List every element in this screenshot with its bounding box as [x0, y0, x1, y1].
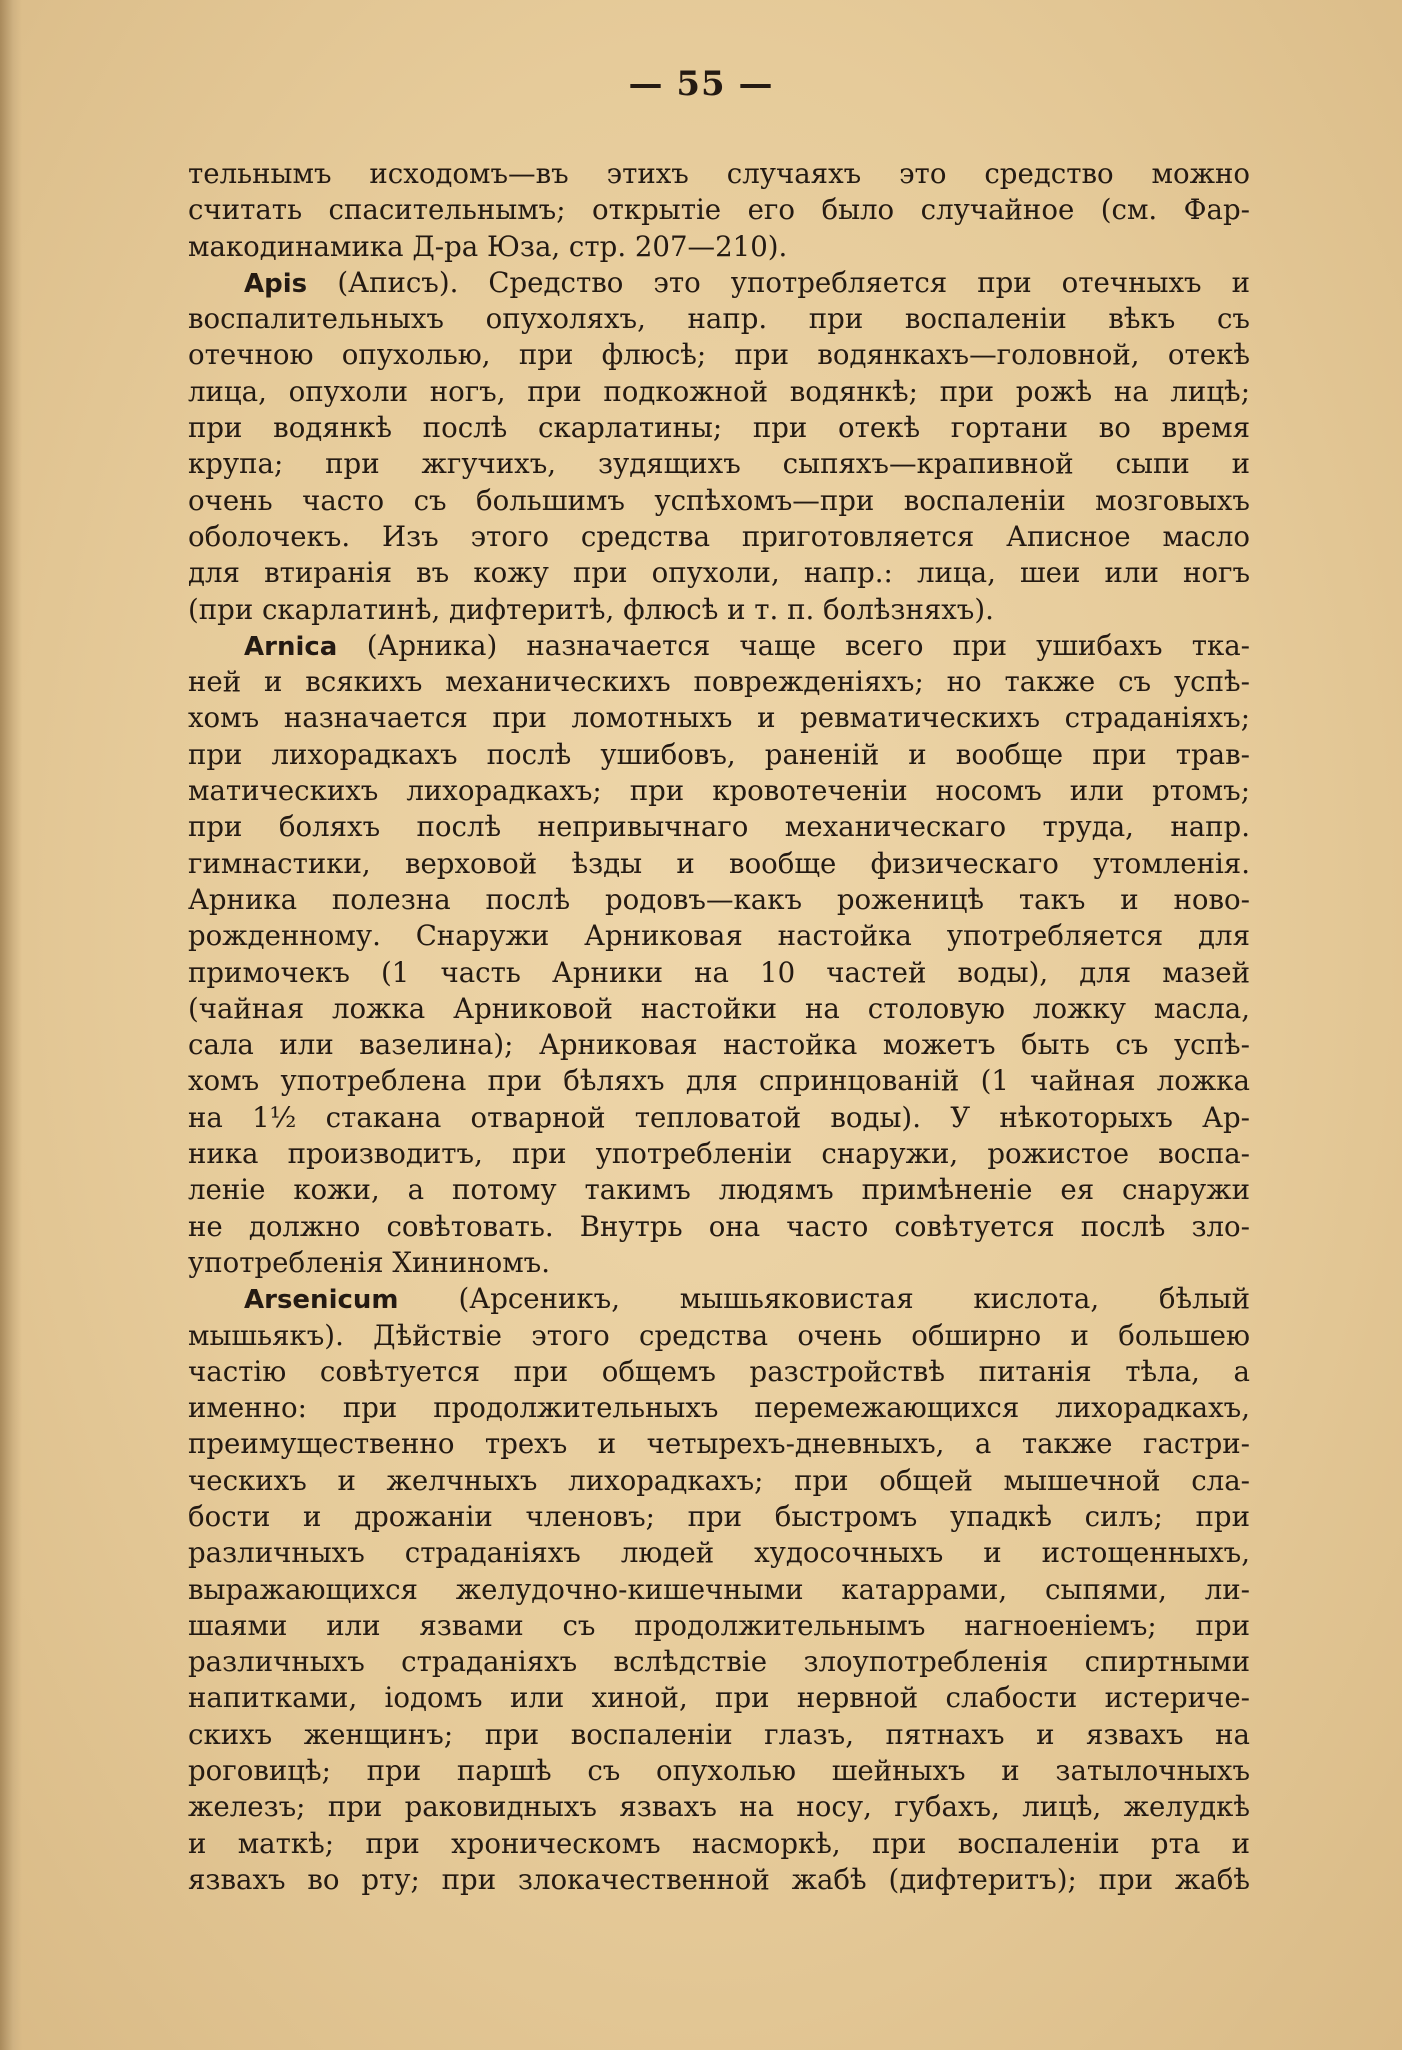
line-text: язвахъ во рту; при злокачественной жабѣ (дифтеритъ); при жабѣ [188, 1862, 1250, 1896]
text-line [188, 446, 1250, 482]
line-text: хомъ употреблена при бѣляхъ для спринцованій (1 чайная ложка [188, 1064, 1250, 1098]
text-line [188, 1354, 1250, 1390]
text-line [188, 1499, 1250, 1535]
entry-heading: Apis [244, 268, 338, 299]
text-line [188, 1172, 1250, 1208]
text-line [188, 519, 1250, 555]
line-text: на 1½ стакана отварной тепловатой воды). У нѣкоторыхъ Ар- [188, 1100, 1250, 1134]
line-text: скихъ женщинъ; при воспаленіи глазъ, пятнахъ и язвахъ на [188, 1717, 1250, 1751]
text-line [188, 1318, 1250, 1354]
line-text: (Арсеникъ, мышьяковистая кислота, бѣлый [458, 1282, 1250, 1316]
text-line [188, 192, 1250, 228]
text-line [188, 700, 1250, 736]
text-line [188, 1826, 1250, 1862]
text-line [188, 628, 1250, 664]
line-text: при лихорадкахъ послѣ ушибовъ, раненій и вообще при трав- [188, 737, 1250, 771]
text-line [188, 374, 1250, 410]
text-line [188, 846, 1250, 882]
line-text: ческихъ и желчныхъ лихорадкахъ; при общей мышечной сла- [188, 1463, 1250, 1497]
line-text: (при скарлатинѣ, дифтеритѣ, флюсѣ и т. п. болѣзняхъ). [188, 592, 994, 626]
line-text: леніе кожи, а потому такимъ людямъ примѣненіе ея снаружи [188, 1173, 1250, 1207]
text-line [188, 737, 1250, 773]
text-line [188, 955, 1250, 991]
line-text: напитками, іодомъ или хиной, при нервной слабости истериче- [188, 1681, 1250, 1715]
text-line [188, 265, 1250, 301]
line-text: тельнымъ исходомъ—въ этихъ случаяхъ это средство можно [188, 157, 1250, 190]
text-line [188, 773, 1250, 809]
line-text: не должно совѣтовать. Внутрь она часто совѣтуется послѣ зло- [188, 1209, 1250, 1243]
line-text: различныхъ страданіяхъ людей худосочныхъ и истощенныхъ, [188, 1536, 1250, 1570]
entry-heading: Arnica [244, 631, 367, 662]
line-text: Арника полезна послѣ родовъ—какъ роженицѣ такъ и ново- [188, 882, 1250, 916]
line-text: матическихъ лихорадкахъ; при кровотеченіи носомъ или ртомъ; [188, 774, 1250, 808]
line-text: именно: при продолжительныхъ перемежающихся лихорадкахъ, [188, 1391, 1250, 1425]
line-text: преимущественно трехъ и четырехъ-дневныхъ, а также гастри- [188, 1427, 1250, 1461]
text-line [188, 1426, 1250, 1462]
text-line [188, 1245, 1250, 1281]
text-line [188, 1535, 1250, 1571]
text-line [188, 1063, 1250, 1099]
text-line [188, 1209, 1250, 1245]
line-text: макодинамика Д-ра Юза, стр. 207—210). [188, 229, 788, 263]
text-line [188, 1572, 1250, 1608]
line-text: (Арника) назначается чаще всего при ушибахъ тка- [366, 628, 1250, 662]
line-text: считать спасительнымъ; открытіе его было случайное (см. Фар- [188, 193, 1250, 227]
line-text: очень часто съ большимъ успѣхомъ—при воспаленіи мозговыхъ [188, 483, 1250, 517]
text-line [188, 664, 1250, 700]
text-line [188, 410, 1250, 446]
page-number: — 55 — [628, 64, 774, 104]
text-line [188, 1136, 1250, 1172]
line-text: различныхъ страданіяхъ вслѣдствіе злоупотребленія спиртными [188, 1645, 1250, 1679]
line-text: для втиранія въ кожу при опухоли, напр.: лица, шеи или ногъ [188, 556, 1250, 590]
text-line [188, 1753, 1250, 1789]
text-line [188, 1680, 1250, 1716]
text-line [188, 1100, 1250, 1136]
line-text: шаями или язвами съ продолжительнымъ нагноеніемъ; при [188, 1608, 1250, 1642]
body-text [188, 156, 1250, 1898]
line-text: выражающихся желудочно-кишечными катаррами, сыпями, ли- [188, 1572, 1250, 1606]
line-text: гимнастики, верховой ѣзды и вообще физическаго утомленія. [188, 846, 1250, 880]
line-text: крупа; при жгучихъ, зудящихъ сыпяхъ—крапивной сыпи и [188, 447, 1250, 481]
text-line [188, 1463, 1250, 1499]
text-line [188, 156, 1250, 192]
line-text: сала или вазелина); Арниковая настойка можетъ быть съ успѣ- [188, 1028, 1250, 1062]
text-line [188, 1281, 1250, 1317]
text-line [188, 1644, 1250, 1680]
line-text: железъ; при раковидныхъ язвахъ на носу, губахъ, лицѣ, желудкѣ [188, 1790, 1250, 1824]
text-line [188, 1390, 1250, 1426]
line-text: воспалительныхъ опухоляхъ, напр. при воспаленіи вѣкъ съ [188, 302, 1250, 336]
text-line [188, 555, 1250, 591]
text-line [188, 1717, 1250, 1753]
line-text: рожденному. Снаружи Арниковая настойка употребляется для [188, 919, 1250, 953]
line-text: бости и дрожаніи членовъ; при быстромъ упадкѣ силъ; при [188, 1499, 1250, 1533]
line-text: мышьякъ). Дѣйствіе этого средства очень обширно и большею [188, 1318, 1250, 1352]
line-text: ника производитъ, при употребленіи снаружи, рожистое воспа- [188, 1137, 1250, 1171]
text-line [188, 1027, 1250, 1063]
text-line [188, 229, 1250, 265]
line-text: (чайная ложка Арниковой настойки на столовую ложку масла, [188, 991, 1250, 1025]
line-text: при боляхъ послѣ непривычнаго механическаго труда, напр. [188, 810, 1250, 844]
text-line [188, 882, 1250, 918]
text-line [188, 918, 1250, 954]
text-line [188, 809, 1250, 845]
line-text: примочекъ (1 часть Арники на 10 частей воды), для мазей [188, 955, 1250, 989]
line-text: (Аписъ). Средство это употребляется при отечныхъ и [337, 265, 1250, 299]
line-text: и маткѣ; при хроническомъ насморкѣ, при воспаленіи рта и [188, 1826, 1250, 1860]
line-text: хомъ назначается при ломотныхъ и ревматическихъ страданіяхъ; [188, 701, 1250, 735]
entry-heading: Arsenicum [244, 1285, 459, 1316]
line-text: лица, опухоли ногъ, при подкожной водянкѣ; при рожѣ на лицѣ; [188, 374, 1250, 408]
text-line [188, 337, 1250, 373]
line-text: роговицѣ; при паршѣ съ опухолью шейныхъ и затылочныхъ [188, 1754, 1250, 1788]
text-line [188, 1789, 1250, 1825]
line-text: отечною опухолью, при флюсѣ; при водянкахъ—головной, отекѣ [188, 338, 1250, 372]
text-line [188, 301, 1250, 337]
text-line [188, 1608, 1250, 1644]
text-line [188, 1862, 1250, 1898]
text-line [188, 483, 1250, 519]
text-line [188, 592, 1250, 628]
line-text: оболочекъ. Изъ этого средства приготовляется Аписное масло [188, 519, 1250, 553]
line-text: ней и всякихъ механическихъ поврежденіяхъ; но также съ успѣ- [188, 665, 1250, 699]
line-text: употребленія Хининомъ. [188, 1245, 550, 1279]
page-spine-shadow [0, 0, 22, 2050]
line-text: при водянкѣ послѣ скарлатины; при отекѣ гортани во время [188, 411, 1250, 445]
line-text: частію совѣтуется при общемъ разстройствѣ питанія тѣла, а [188, 1354, 1250, 1388]
text-line [188, 991, 1250, 1027]
